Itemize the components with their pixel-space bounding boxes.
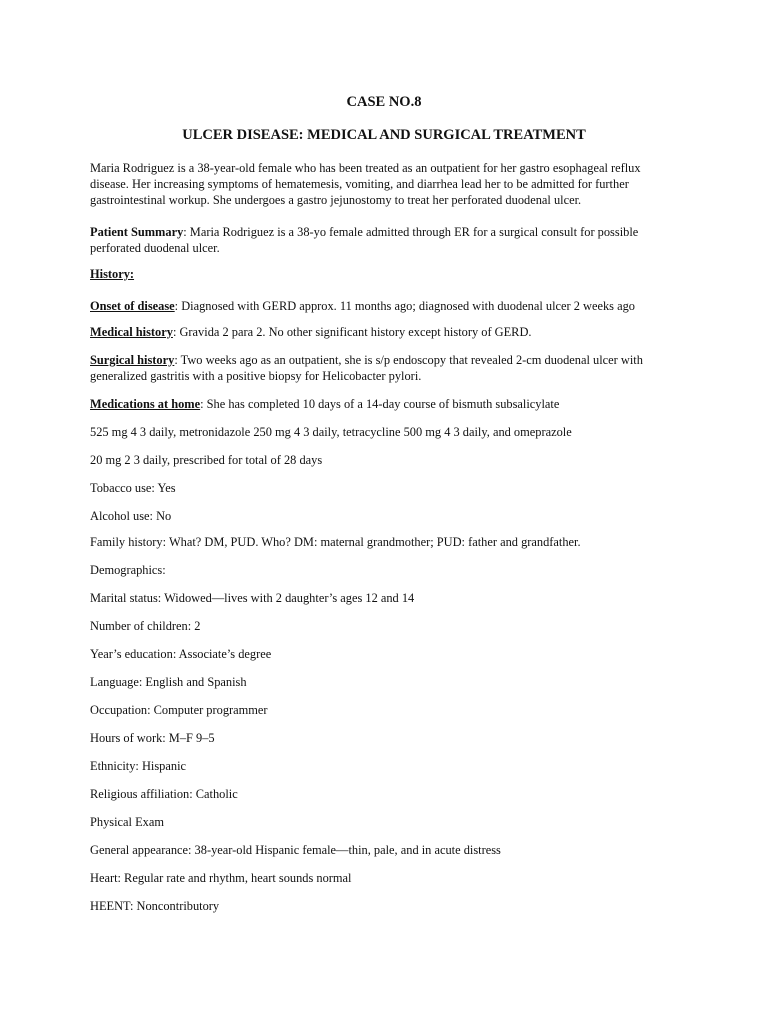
hours-of-work-line: Hours of work: M–F 9–5 <box>90 731 215 745</box>
medical-history-text: : Gravida 2 para 2. No other significant history except history of GERD. <box>172 325 532 339</box>
onset-text: : Diagnosed with GERD approx. 11 months ago; diagnosed with duodenal ulcer 2 weeks ago <box>174 299 635 313</box>
case-number-heading: CASE NO.8 <box>346 94 422 110</box>
onset-paragraph <box>90 298 662 314</box>
education-line: Year’s education: Associate’s degree <box>90 647 272 661</box>
family-history-line: Family history: What? DM, PUD. Who? DM: maternal grandmother; PUD: father and grandfather. <box>90 535 581 549</box>
number-of-children-line: Number of children: 2 <box>90 619 201 633</box>
surgical-history-label: Surgical history <box>90 353 175 367</box>
general-appearance-line: General appearance: 38-year-old Hispanic female—thin, pale, and in acute distress <box>90 843 501 857</box>
alcohol-use-line: Alcohol use: No <box>90 509 172 523</box>
medications-dosage-line: 525 mg 4 3 daily, metronidazole 250 mg 4 3 daily, tetracycline 500 mg 4 3 daily, and omeprazole <box>90 425 572 439</box>
heart-line: Heart: Regular rate and rhythm, heart sounds normal <box>90 871 352 885</box>
onset-label: Onset of disease <box>90 299 175 313</box>
medications-duration-line: 20 mg 2 3 daily, prescribed for total of 28 days <box>90 453 323 467</box>
demographics-heading: Demographics: <box>90 563 166 577</box>
history-heading: History: <box>90 267 135 281</box>
religious-affiliation-line: Religious affiliation: Catholic <box>90 787 238 801</box>
case-title-heading: ULCER DISEASE: MEDICAL AND SURGICAL TREATMENT <box>182 127 586 143</box>
patient-summary-text: : Maria Rodriguez is a 38-yo female admitted through ER for a surgical consult for possible perforated duodenal ulcer. <box>90 225 639 255</box>
physical-exam-heading: Physical Exam <box>90 815 164 829</box>
occupation-line: Occupation: Computer programmer <box>90 703 268 717</box>
patient-summary-label: Patient Summary <box>90 225 184 239</box>
heent-line: HEENT: Noncontributory <box>90 899 220 913</box>
medications-paragraph <box>90 396 662 412</box>
patient-summary-paragraph <box>90 224 662 256</box>
medical-history-label: Medical history <box>90 325 173 339</box>
intro-paragraph: Maria Rodriguez is a 38-year-old female who has been treated as an outpatient for her gastro esophageal reflux disease. Her increasing symptoms of hematemesis, vomiting, and diarrhea lead her to be admitted for further gastrointestinal workup. She undergoes a gastro jejunostomy to treat her perforated duodenal ulcer. <box>90 161 641 207</box>
ethnicity-line: Ethnicity: Hispanic <box>90 759 187 773</box>
medications-text: : She has completed 10 days of a 14-day course of bismuth subsalicylate <box>200 397 560 411</box>
surgical-history-paragraph <box>90 352 662 384</box>
medications-label: Medications at home <box>90 397 201 411</box>
surgical-history-text: : Two weeks ago as an outpatient, she is s/p endoscopy that revealed 2-cm duodenal ulcer with generalized gastritis with a positive biopsy for Helicobacter pylori. <box>90 353 643 383</box>
medical-history-paragraph <box>90 324 662 340</box>
language-line: Language: English and Spanish <box>90 675 247 689</box>
marital-status-line: Marital status: Widowed—lives with 2 daughter’s ages 12 and 14 <box>90 591 415 605</box>
tobacco-use-line: Tobacco use: Yes <box>90 481 176 495</box>
